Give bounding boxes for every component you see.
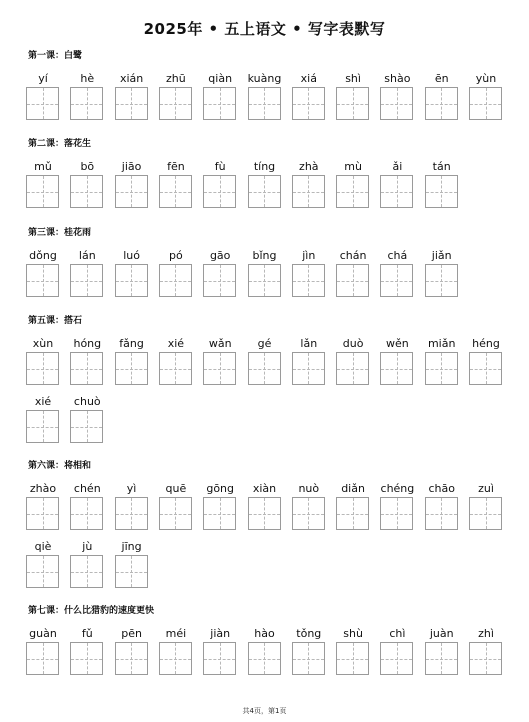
pinyin-label: zhào — [29, 482, 57, 495]
pinyin-label: wǎn — [208, 337, 232, 350]
pinyin-label: jīng — [121, 540, 142, 553]
pinyin-label: yùn — [475, 72, 497, 85]
writing-grid-box[interactable] — [115, 497, 148, 530]
pinyin-label: luó — [123, 249, 140, 262]
lesson-title: 第六课：将相和 — [28, 461, 92, 471]
writing-grid-box[interactable] — [70, 555, 103, 588]
pinyin-label: xié — [167, 337, 185, 350]
writing-grid-box[interactable] — [336, 87, 369, 120]
writing-grid-box[interactable] — [70, 352, 103, 385]
pinyin-label: héng — [472, 337, 500, 350]
pinyin-label: fēn — [167, 160, 185, 173]
writing-grid-box[interactable] — [425, 352, 458, 385]
pinyin-label: hóng — [73, 337, 102, 350]
pinyin-label: chén — [73, 482, 101, 495]
pinyin-label: zuì — [478, 482, 494, 495]
pinyin-label: jiǎn — [431, 249, 452, 262]
writing-grid-box[interactable] — [203, 87, 236, 120]
pinyin-label: jù — [82, 540, 93, 553]
pinyin-label: xiá — [300, 72, 317, 85]
writing-grid-box[interactable] — [248, 87, 281, 120]
pinyin-label: dǒng — [29, 249, 57, 262]
writing-grid-box[interactable] — [203, 642, 236, 675]
writing-grid-box[interactable] — [70, 87, 103, 120]
pinyin-label: tǒng — [296, 627, 322, 640]
writing-grid-box[interactable] — [26, 175, 59, 208]
writing-grid-box[interactable] — [70, 264, 103, 297]
writing-grid-box[interactable] — [26, 497, 59, 530]
writing-grid-box[interactable] — [115, 87, 148, 120]
writing-grid-box[interactable] — [159, 264, 192, 297]
page-footer: 共4页，第1页 — [242, 707, 287, 715]
writing-grid-box[interactable] — [425, 264, 458, 297]
writing-grid-box[interactable] — [336, 497, 369, 530]
writing-grid-box[interactable] — [469, 642, 502, 675]
pinyin-label: xié — [34, 395, 52, 408]
pinyin-label: fǎng — [119, 337, 144, 350]
writing-grid-box[interactable] — [292, 175, 325, 208]
pinyin-label: diǎn — [341, 482, 365, 495]
writing-grid-box[interactable] — [248, 175, 281, 208]
writing-grid-box[interactable] — [248, 642, 281, 675]
pinyin-label: bǐng — [252, 249, 277, 262]
writing-grid-box[interactable] — [336, 175, 369, 208]
lesson-title: 第二课：落花生 — [28, 139, 92, 149]
pinyin-label: pēn — [121, 627, 142, 640]
writing-grid-box[interactable] — [115, 352, 148, 385]
pinyin-label: gāo — [209, 249, 231, 262]
writing-grid-box[interactable] — [380, 87, 413, 120]
pinyin-label: mù — [344, 160, 362, 173]
pinyin-label: xián — [119, 72, 144, 85]
writing-grid-box[interactable] — [115, 264, 148, 297]
lesson-title: 第三课：桂花雨 — [28, 228, 92, 238]
pinyin-label: pó — [169, 249, 183, 262]
writing-grid-box[interactable] — [203, 497, 236, 530]
pinyin-label: shù — [343, 627, 363, 640]
writing-grid-box[interactable] — [336, 264, 369, 297]
pinyin-label: ǎi — [392, 160, 403, 173]
pinyin-label: chì — [389, 627, 406, 640]
pinyin-label: hè — [80, 72, 95, 85]
pinyin-label: tán — [432, 160, 451, 173]
pinyin-label: xiàn — [252, 482, 277, 495]
writing-grid-box[interactable] — [336, 642, 369, 675]
pinyin-label: yí — [38, 72, 48, 85]
pinyin-label: zhì — [478, 627, 494, 640]
pinyin-label: hào — [254, 627, 275, 640]
pinyin-label: shì — [345, 72, 361, 85]
writing-grid-box[interactable] — [380, 264, 413, 297]
writing-grid-box[interactable] — [292, 497, 325, 530]
writing-grid-box[interactable] — [380, 352, 413, 385]
pinyin-label: zhū — [166, 72, 186, 85]
pinyin-label: nuò — [298, 482, 320, 495]
pinyin-label: wěn — [386, 337, 409, 350]
writing-grid-box[interactable] — [380, 175, 413, 208]
writing-grid-box[interactable] — [159, 497, 192, 530]
lesson-title: 第一课：白鹭 — [28, 51, 83, 61]
writing-grid-box[interactable] — [248, 264, 281, 297]
writing-grid-box[interactable] — [469, 352, 502, 385]
pinyin-label: fù — [214, 160, 226, 173]
writing-grid-box[interactable] — [292, 352, 325, 385]
pinyin-label: jìn — [302, 249, 316, 262]
writing-grid-box[interactable] — [336, 352, 369, 385]
pinyin-label: chuò — [73, 395, 101, 408]
writing-grid-box[interactable] — [159, 175, 192, 208]
pinyin-label: mǔ — [34, 160, 52, 173]
pinyin-label: quē — [165, 482, 187, 495]
writing-grid-box[interactable] — [425, 175, 458, 208]
pinyin-label: qiè — [34, 540, 52, 553]
writing-grid-box[interactable] — [292, 87, 325, 120]
writing-grid-box[interactable] — [159, 642, 192, 675]
pinyin-label: chāo — [428, 482, 455, 495]
writing-grid-box[interactable] — [292, 264, 325, 297]
pinyin-label: chá — [387, 249, 408, 262]
writing-grid-box[interactable] — [26, 642, 59, 675]
pinyin-label: chán — [339, 249, 367, 262]
pinyin-label: jiàn — [210, 627, 231, 640]
pinyin-label: miǎn — [427, 337, 456, 350]
writing-grid-box[interactable] — [115, 555, 148, 588]
writing-grid-box[interactable] — [469, 497, 502, 530]
writing-grid-box[interactable] — [115, 642, 148, 675]
lesson-title: 第五课：搭石 — [28, 316, 83, 326]
writing-grid-box[interactable] — [115, 175, 148, 208]
writing-grid-box[interactable] — [26, 410, 59, 443]
page-title: 2025年 • 五上语文 • 写字表默写 — [143, 20, 386, 38]
pinyin-label: fǔ — [81, 627, 93, 640]
pinyin-label: bō — [80, 160, 95, 173]
pinyin-label: shào — [384, 72, 411, 85]
pinyin-label: guàn — [29, 627, 57, 640]
writing-grid-box[interactable] — [70, 642, 103, 675]
writing-grid-box[interactable] — [380, 642, 413, 675]
pinyin-label: chéng — [380, 482, 415, 495]
writing-grid-box[interactable] — [26, 352, 59, 385]
pinyin-label: duò — [342, 337, 364, 350]
pinyin-label: juàn — [429, 627, 454, 640]
pinyin-label: lán — [78, 249, 96, 262]
writing-grid-box[interactable] — [203, 352, 236, 385]
pinyin-label: xùn — [32, 337, 54, 350]
writing-grid-box[interactable] — [70, 175, 103, 208]
writing-grid-box[interactable] — [26, 87, 59, 120]
pinyin-label: qiàn — [208, 72, 233, 85]
writing-grid-box[interactable] — [159, 87, 192, 120]
pinyin-label: lǎn — [300, 337, 318, 350]
writing-grid-box[interactable] — [425, 642, 458, 675]
writing-grid-box[interactable] — [26, 555, 59, 588]
pinyin-label: ēn — [434, 72, 449, 85]
pinyin-label: zhà — [299, 160, 319, 173]
writing-grid-box[interactable] — [70, 497, 103, 530]
writing-grid-box[interactable] — [380, 497, 413, 530]
writing-grid-box[interactable] — [292, 642, 325, 675]
pinyin-label: gé — [257, 337, 272, 350]
pinyin-label: kuàng — [247, 72, 282, 85]
pinyin-label: méi — [165, 627, 187, 640]
writing-grid-box[interactable] — [159, 352, 192, 385]
pinyin-label: yì — [126, 482, 137, 495]
writing-grid-box[interactable] — [248, 352, 281, 385]
writing-grid-box[interactable] — [26, 264, 59, 297]
writing-grid-box[interactable] — [248, 497, 281, 530]
writing-grid-box[interactable] — [469, 87, 502, 120]
writing-grid-box[interactable] — [203, 175, 236, 208]
lesson-title: 第七课：什么比猎豹的速度更快 — [28, 606, 155, 616]
pinyin-label: tíng — [253, 160, 276, 173]
writing-grid-box[interactable] — [425, 87, 458, 120]
pinyin-label: gōng — [206, 482, 235, 495]
pinyin-label: jiāo — [121, 160, 142, 173]
writing-grid-box[interactable] — [425, 497, 458, 530]
writing-grid-box[interactable] — [203, 264, 236, 297]
writing-grid-box[interactable] — [70, 410, 103, 443]
